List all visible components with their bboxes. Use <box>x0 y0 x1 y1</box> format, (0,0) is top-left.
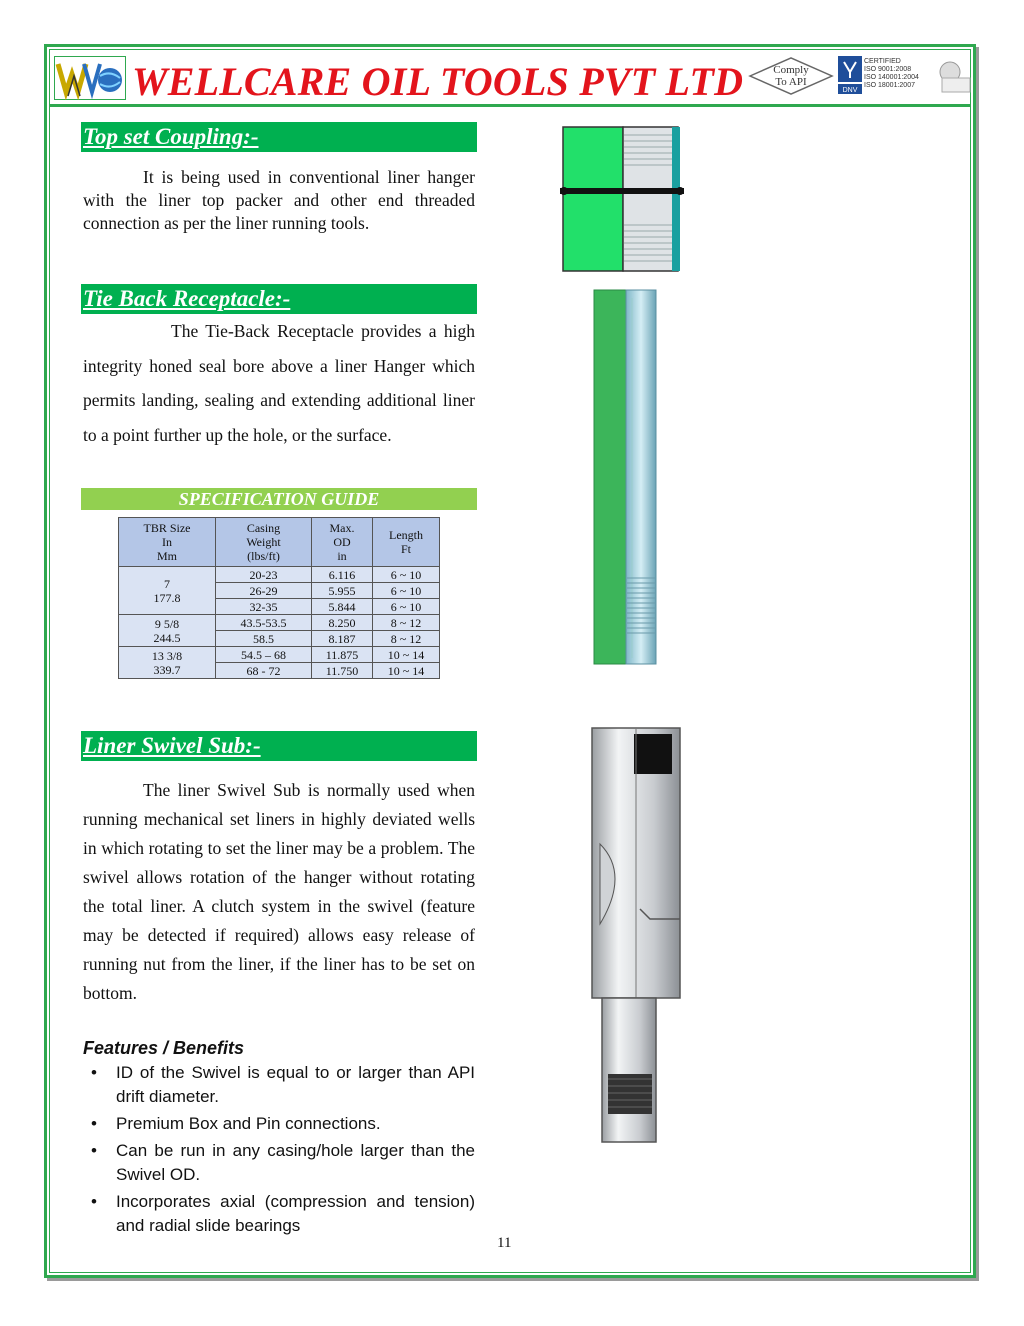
od-cell: 8.187 <box>312 631 373 647</box>
col-header-max-od: Max. OD in <box>312 518 373 567</box>
size-cell: 7 177.8 <box>119 567 216 615</box>
page-number: 11 <box>497 1235 512 1251</box>
length-cell: 6 ~ 10 <box>373 567 440 583</box>
list-item: • Incorporates axial (compression and tension) and radial slide bearings <box>83 1190 475 1238</box>
table-row <box>119 647 440 663</box>
length-cell: 6 ~ 10 <box>373 583 440 599</box>
tie-back-description: The Tie-Back Receptacle provides a high integrity honed seal bore above a liner Hanger which permits landing, sealing and extending additional liner to a point further up the hole, or the surface. <box>83 321 475 445</box>
section-heading-top-set: Top set Coupling:- <box>81 122 477 152</box>
spec-table-header-row <box>119 518 440 567</box>
certification-text: CERTIFIED ISO 9001:2008 ISO 140001:2004 ISO 18001:2007 <box>864 58 919 89</box>
table-row <box>119 567 440 583</box>
length-cell: 8 ~ 12 <box>373 615 440 631</box>
col-header-casing-weight: Casing Weight (lbs/ft) <box>216 518 312 567</box>
weight-cell: 58.5 <box>216 631 312 647</box>
length-cell: 6 ~ 10 <box>373 599 440 615</box>
swivel-sub-description: The liner Swivel Sub is normally used when running mechanical set liners in highly deviated wells in which rotating to set the liner may be a problem. The swivel allows rotation of the hanger without rotating the total liner. A clutch system in the swivel (feature may be detected if required) allows easy release of running nut from the liner, if the liner has to be set on bottom. <box>83 780 475 1003</box>
top-set-coupling-image <box>560 125 690 273</box>
weight-cell: 43.5-53.5 <box>216 615 312 631</box>
weight-cell: 32-35 <box>216 599 312 615</box>
section-heading-swivel-sub: Liner Swivel Sub:- <box>81 731 477 761</box>
tie-back-receptacle-image <box>592 288 660 666</box>
od-cell: 8.250 <box>312 615 373 631</box>
col-header-tbr-size: TBR Size In Mm <box>119 518 216 567</box>
list-item: • ID of the Swivel is equal to or larger than API drift diameter. <box>83 1061 475 1109</box>
list-item: • Premium Box and Pin connections. <box>83 1112 475 1136</box>
spec-table <box>118 517 440 679</box>
features-list <box>83 1061 475 1241</box>
company-title: WELLCARE OIL TOOLS PVT LTD <box>132 59 744 104</box>
company-logo <box>54 56 126 100</box>
table-row <box>119 615 440 631</box>
od-cell: 11.875 <box>312 647 373 663</box>
od-cell: 5.955 <box>312 583 373 599</box>
length-cell: 10 ~ 14 <box>373 663 440 679</box>
col-header-length: Length Ft <box>373 518 440 567</box>
weight-cell: 54.5 – 68 <box>216 647 312 663</box>
spec-guide-bar: SPECIFICATION GUIDE <box>81 488 477 510</box>
features-heading: Features / Benefits <box>83 1038 245 1058</box>
liner-swivel-sub-image <box>590 724 690 1144</box>
weight-cell: 68 - 72 <box>216 663 312 679</box>
size-cell: 13 3/8 339.7 <box>119 647 216 679</box>
od-cell: 6.116 <box>312 567 373 583</box>
dnv-label: DNV <box>842 87 858 94</box>
size-cell: 9 5/8 244.5 <box>119 615 216 647</box>
comply-api-text: Comply To API <box>773 64 809 88</box>
section-heading-tie-back: Tie Back Receptacle:- <box>81 284 477 314</box>
weight-cell: 20-23 <box>216 567 312 583</box>
length-cell: 10 ~ 14 <box>373 647 440 663</box>
top-set-description: It is being used in conventional liner hanger with the liner top packer and other end threaded connection as per the liner running tools. <box>83 167 475 233</box>
length-cell: 8 ~ 12 <box>373 631 440 647</box>
list-item: • Can be run in any casing/hole larger than the Swivel OD. <box>83 1139 475 1187</box>
weight-cell: 26-29 <box>216 583 312 599</box>
od-cell: 5.844 <box>312 599 373 615</box>
od-cell: 11.750 <box>312 663 373 679</box>
